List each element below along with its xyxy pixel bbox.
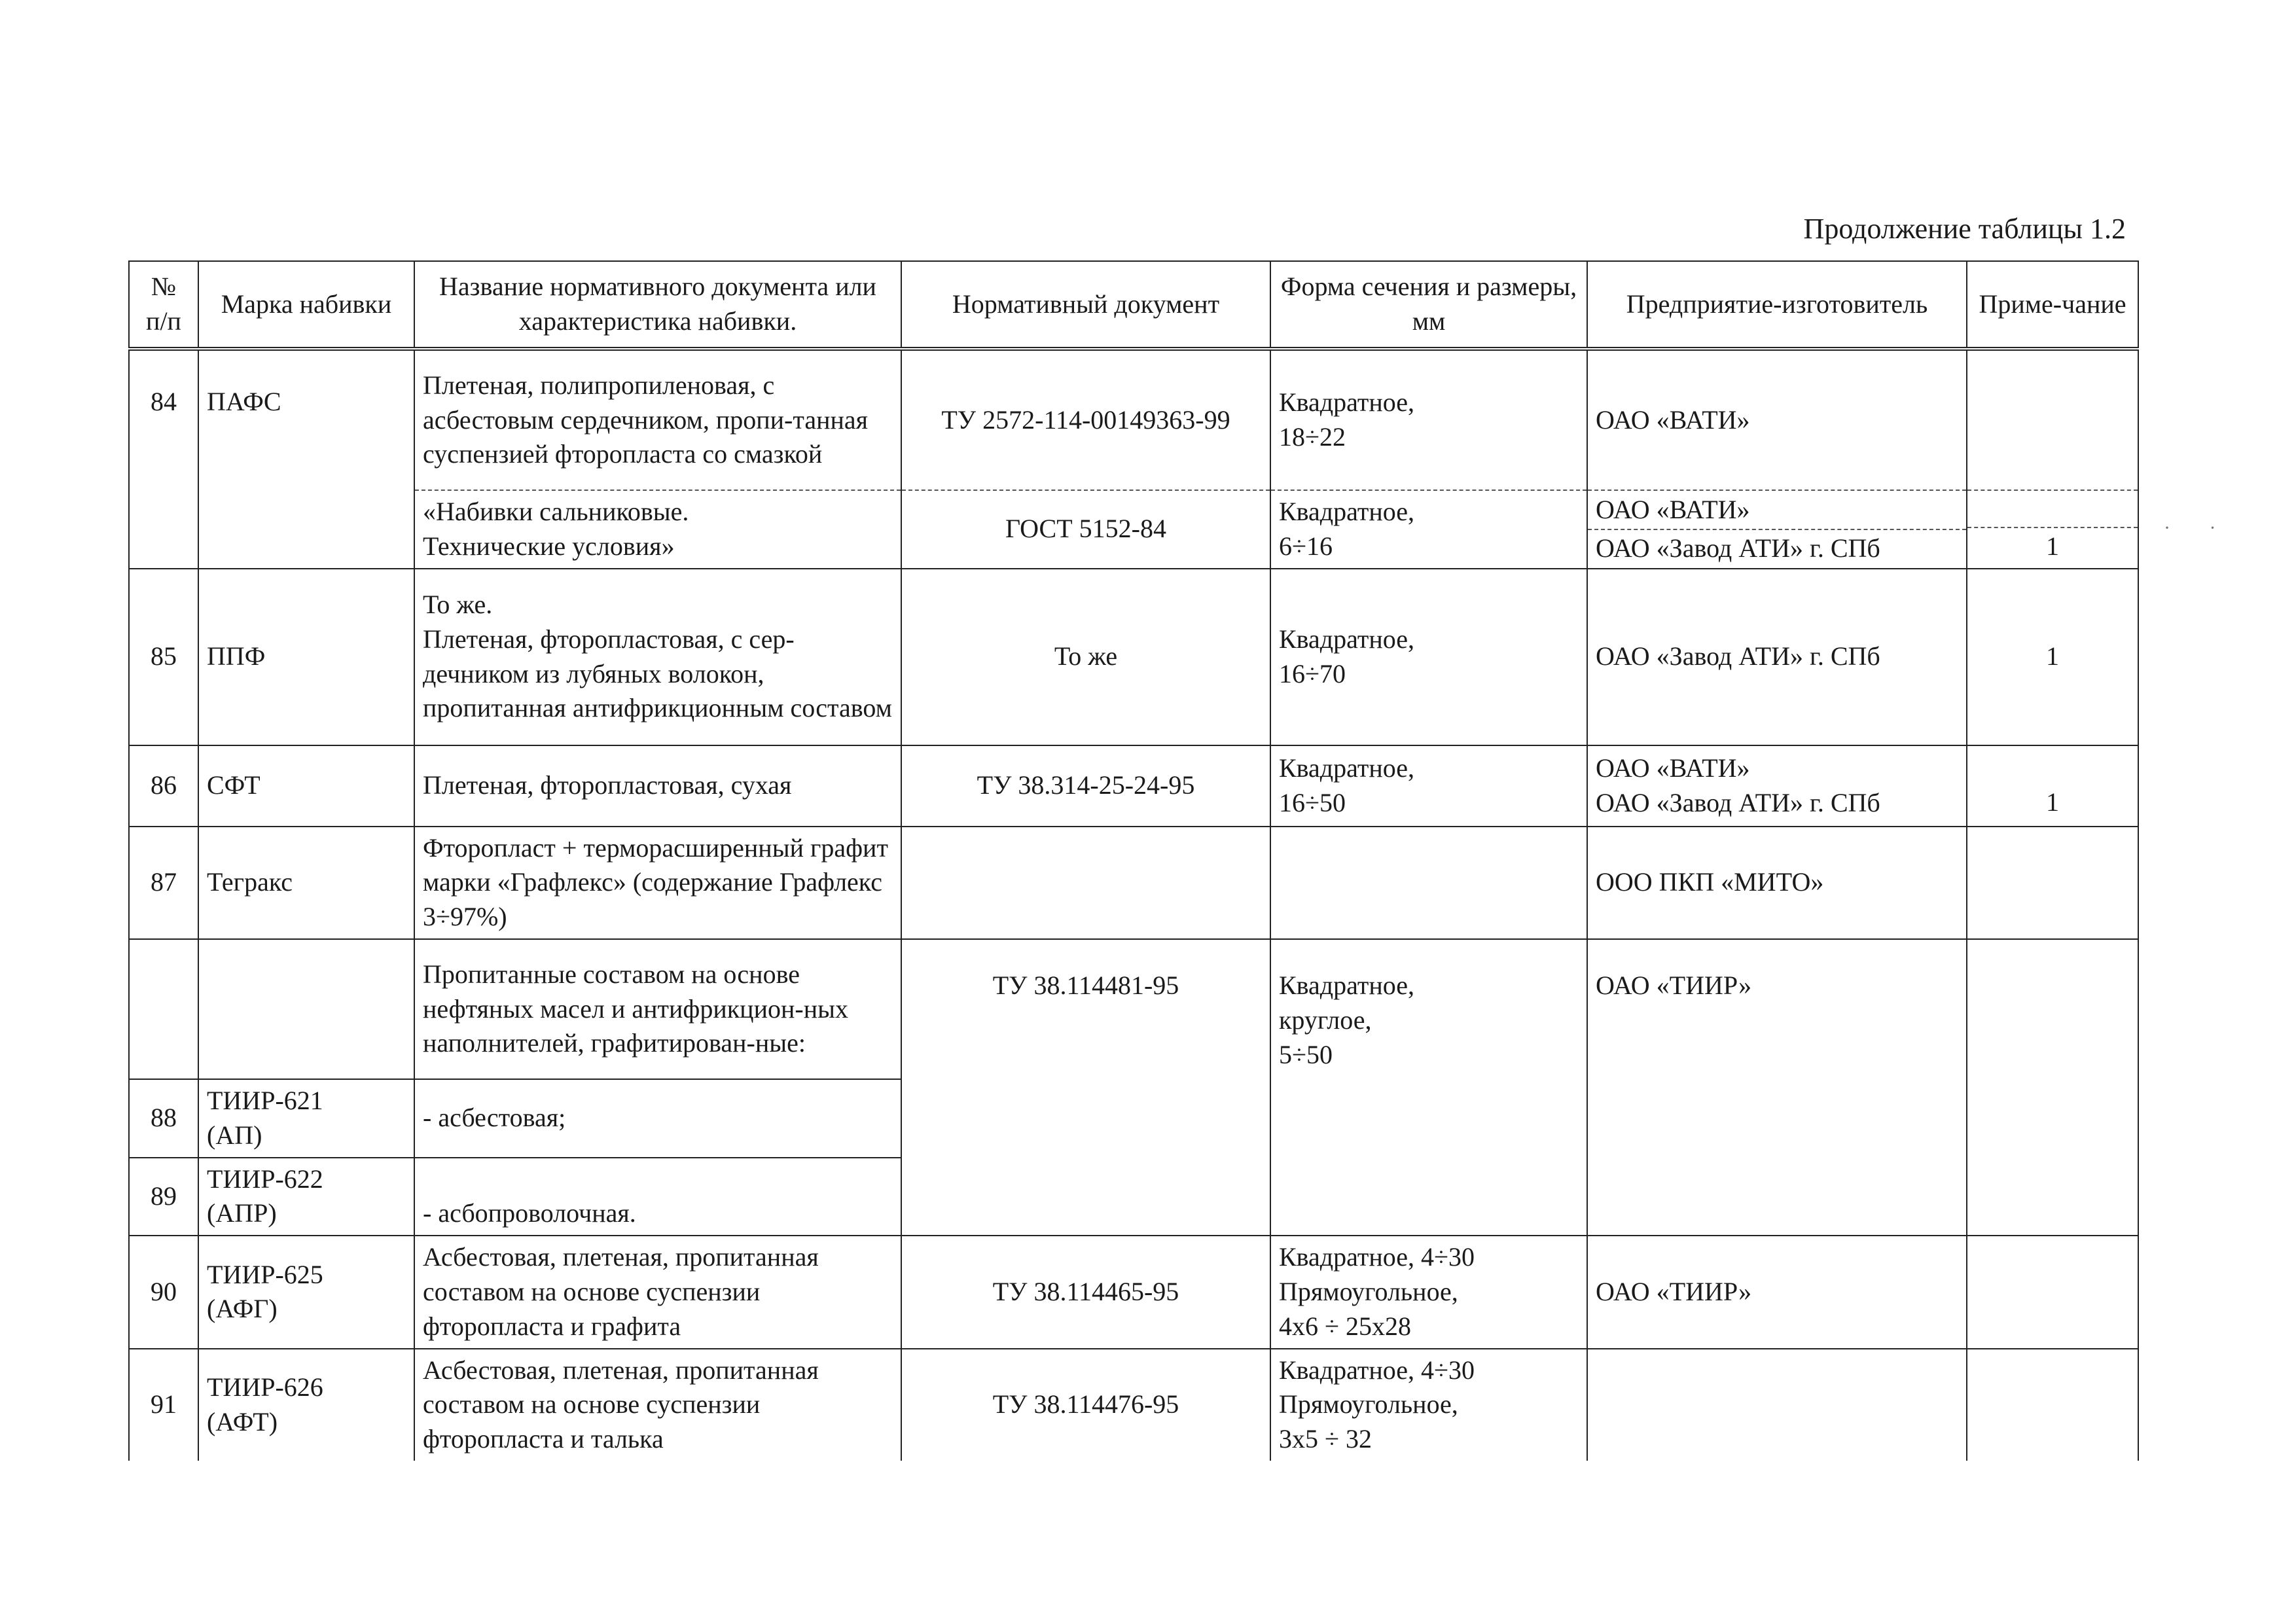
row-90-desc: Асбестовая, плетеная, пропитанная составом на основе суспензии фторопласта и графита	[414, 1236, 901, 1348]
row-86-doc: ТУ 38.314-25-24-95	[901, 745, 1270, 827]
row-90-num: 90	[129, 1236, 198, 1348]
row-91-shape	[1270, 1349, 1587, 1461]
row-88-mark	[198, 1079, 414, 1158]
row-84-note	[1967, 349, 2138, 490]
row-86-shape	[1270, 745, 1587, 827]
row-84b-doc: ГОСТ 5152-84	[901, 490, 1270, 569]
row-group-desc: Пропитанные составом на основе нефтяных масел и антифрикцион-ных наполнителей, графитирован-ные:	[414, 939, 901, 1079]
table-row-87	[129, 827, 2138, 939]
row-84-num: 84	[129, 349, 198, 569]
row-84-shape-line1: Квадратное,	[1279, 387, 1414, 418]
row-85-shape	[1270, 569, 1587, 745]
row-84-shape	[1270, 349, 1587, 490]
row-group-num	[129, 939, 198, 1079]
row-84b-note	[1967, 490, 2138, 569]
row-84b-maker-line2: ОАО «Завод АТИ» г. СПб	[1596, 533, 1880, 563]
row-85-note: 1	[1967, 569, 2138, 745]
row-87-note	[1967, 827, 2138, 939]
row-90-shape-line1: Квадратное, 4÷30	[1279, 1242, 1475, 1272]
row-84b-shape-line1: Квадратное,	[1279, 497, 1414, 526]
header-note: Приме-чание	[1967, 261, 2138, 349]
table-caption: Продолжение таблицы 1.2	[1803, 213, 2126, 245]
row-89-mark-line1: ТИИР-622	[207, 1164, 323, 1194]
row-84b-shape	[1270, 490, 1587, 569]
row-87-mark: Тегракс	[198, 827, 414, 939]
row-85-doc: То же	[901, 569, 1270, 745]
row-91-mark-line2: (АФТ)	[207, 1406, 278, 1436]
table-row-84	[129, 349, 2138, 490]
row-90-maker: ОАО «ТИИР»	[1587, 1236, 1967, 1348]
row-85-maker: ОАО «Завод АТИ» г. СПб	[1587, 569, 1967, 745]
row-84b-maker-line1: ОАО «ВАТИ»	[1588, 491, 1966, 530]
row-89-num: 89	[129, 1158, 198, 1236]
row-91-mark-line1: ТИИР-626	[207, 1372, 323, 1402]
row-90-shape-line2: Прямоугольное,	[1279, 1276, 1458, 1306]
row-91-shape-line1: Квадратное, 4÷30	[1279, 1355, 1475, 1385]
row-86-maker-line1: ОАО «ВАТИ»	[1596, 753, 1750, 783]
table-row-group	[129, 939, 2138, 1079]
row-84b-desc-line1: «Набивки сальниковые.	[423, 497, 689, 526]
row-88-desc: - асбестовая;	[414, 1079, 901, 1158]
row-89-desc: - асбопроволочная.	[414, 1158, 901, 1236]
row-84b-desc	[414, 490, 901, 569]
row-87-doc	[901, 827, 1270, 939]
row-84b-note-line2: 1	[2046, 531, 2059, 562]
row-84b-shape-line2: 6÷16	[1279, 531, 1333, 561]
header-mark: Марка набивки	[198, 261, 414, 349]
row-group-shape-line1: Квадратное,	[1279, 970, 1414, 1000]
row-87-num: 87	[129, 827, 198, 939]
row-85-shape-line2: 16÷70	[1279, 658, 1346, 688]
row-85-num: 85	[129, 569, 198, 745]
row-86-maker	[1587, 745, 1967, 827]
row-85-mark: ППФ	[198, 569, 414, 745]
row-85-desc-line1: То же.	[423, 590, 493, 619]
row-91-shape-line3: 3х5 ÷ 32	[1279, 1424, 1372, 1454]
row-88-mark-line1: ТИИР-621	[207, 1085, 323, 1115]
row-group-shape-line2: круглое,	[1279, 1005, 1372, 1035]
table-row-91	[129, 1349, 2138, 1461]
row-90-mark	[198, 1236, 414, 1348]
row-91-note	[1967, 1349, 2138, 1461]
row-86-desc: Плетеная, фторопластовая, сухая	[414, 745, 901, 827]
margin-marks: · ·	[2164, 517, 2233, 539]
table-header-row	[129, 261, 2138, 349]
row-84-maker: ОАО «ВАТИ»	[1587, 349, 1967, 490]
row-91-mark	[198, 1349, 414, 1461]
row-86-note	[1967, 745, 2138, 827]
row-91-desc: Асбестовая, плетеная, пропитанная составом на основе суспензии фторопласта и талька	[414, 1349, 901, 1461]
row-87-desc: Фторопласт + терморасширенный графит марки «Графлекс» (содержание Графлекс 3÷97%)	[414, 827, 901, 939]
row-90-shape	[1270, 1236, 1587, 1348]
row-86-mark: СФТ	[198, 745, 414, 827]
row-86-note-line2: 1	[2046, 787, 2059, 817]
row-90-mark-line1: ТИИР-625	[207, 1259, 323, 1289]
row-88-num: 88	[129, 1079, 198, 1158]
row-91-doc: ТУ 38.114476-95	[901, 1349, 1270, 1461]
row-87-maker: ООО ПКП «МИТО»	[1587, 827, 1967, 939]
row-86-num: 86	[129, 745, 198, 827]
header-num: № п/п	[129, 261, 198, 349]
row-91-shape-line2: Прямоугольное,	[1279, 1389, 1458, 1419]
row-85-desc	[414, 569, 901, 745]
row-84b-desc-line2: Технические условия»	[423, 531, 675, 561]
row-90-note	[1967, 1236, 2138, 1348]
row-90-shape-line3: 4х6 ÷ 25х28	[1279, 1311, 1411, 1341]
row-group-shape-line3: 5÷50	[1279, 1039, 1333, 1069]
row-85-desc-line2: Плетеная, фторопластовая, с сер-дечником из лубяных волокон, пропитанная антифрикционным составом	[423, 624, 892, 723]
row-86-shape-line2: 16÷50	[1279, 787, 1346, 817]
row-86-maker-line2: ОАО «Завод АТИ» г. СПб	[1596, 787, 1880, 817]
row-91-maker	[1587, 1349, 1967, 1461]
row-group-doc: ТУ 38.114481-95	[901, 939, 1270, 1236]
row-84b-maker	[1587, 490, 1967, 569]
row-group-maker: ОАО «ТИИР»	[1587, 939, 1967, 1236]
row-89-mark-line2: (АПР)	[207, 1198, 277, 1228]
row-86-shape-line1: Квадратное,	[1279, 753, 1414, 783]
row-84-shape-line2: 18÷22	[1279, 422, 1346, 452]
row-91-num: 91	[129, 1349, 198, 1461]
table-row-86	[129, 745, 2138, 827]
row-87-shape	[1270, 827, 1587, 939]
table-row-84b	[129, 490, 2138, 569]
row-89-mark	[198, 1158, 414, 1236]
row-group-mark	[198, 939, 414, 1079]
row-90-mark-line2: (АФГ)	[207, 1294, 278, 1324]
row-group-note	[1967, 939, 2138, 1236]
row-85-shape-line1: Квадратное,	[1279, 624, 1414, 654]
row-84-doc: ТУ 2572-114-00149363-99	[901, 349, 1270, 490]
packing-table	[128, 260, 2139, 1461]
header-name: Название нормативного документа или характеристика набивки.	[414, 261, 901, 349]
row-84-mark: ПАФС	[198, 349, 414, 569]
row-group-shape	[1270, 939, 1587, 1236]
header-maker: Предприятие-изготовитель	[1587, 261, 1967, 349]
row-88-mark-line2: (АП)	[207, 1120, 262, 1150]
header-shape: Форма сечения и размеры, мм	[1270, 261, 1587, 349]
table-row-85	[129, 569, 2138, 745]
header-doc: Нормативный документ	[901, 261, 1270, 349]
table-row-90	[129, 1236, 2138, 1348]
row-84-desc: Плетеная, полипропиленовая, с асбестовым сердечником, пропи-танная суспензией фторопласта со смазкой	[414, 349, 901, 490]
row-90-doc: ТУ 38.114465-95	[901, 1236, 1270, 1348]
